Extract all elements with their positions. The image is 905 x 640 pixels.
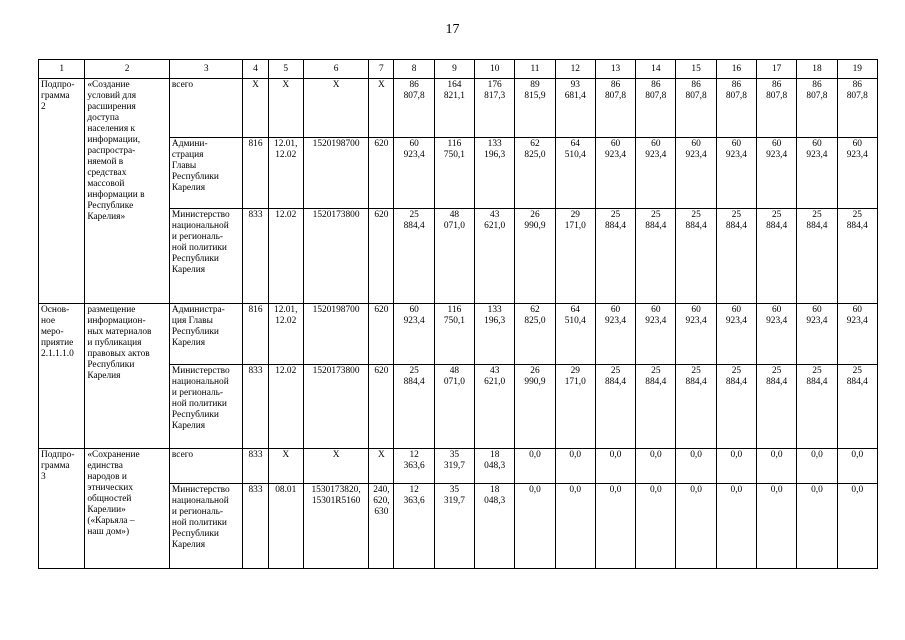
amount-cell: 25 884,4 xyxy=(837,209,877,304)
expense-type-cell: 240, 620, 630 xyxy=(369,484,394,569)
section-cell: 08.01 xyxy=(268,484,303,569)
amount-cell: 60 923,4 xyxy=(797,304,837,365)
column-number-header: 4 xyxy=(243,60,268,79)
column-number-header: 13 xyxy=(595,60,635,79)
program-name-cell: размещение информацион- ных материалов и публикация правовых актов Республики Карелия xyxy=(85,304,170,449)
amount-cell: 0,0 xyxy=(757,449,797,484)
target-article-cell: 1530173820, 15301R5160 xyxy=(303,484,368,569)
section-cell: 12.01, 12.02 xyxy=(268,138,303,209)
program-name-cell: «Сохранение единства народов и этнических общностей Карелии» («Карьяла – наш дом») xyxy=(85,449,170,569)
executor-cell: Администра- ция Главы Республики Карелия xyxy=(169,304,243,365)
program-code-cell: Подпро- грамма 3 xyxy=(39,449,85,569)
section-cell: 12.01, 12.02 xyxy=(268,304,303,365)
grbs-cell: X xyxy=(243,79,268,138)
amount-cell: 26 990,9 xyxy=(515,365,555,449)
amount-cell: 116 750,1 xyxy=(434,304,474,365)
program-code-cell: Подпро- грамма 2 xyxy=(39,79,85,304)
column-number-header: 5 xyxy=(268,60,303,79)
amount-cell: 0,0 xyxy=(716,449,756,484)
program-code-cell: Основ- ное меро- приятие 2.1.1.1.0 xyxy=(39,304,85,449)
target-article-cell: X xyxy=(303,449,368,484)
table-row xyxy=(39,449,878,484)
expense-type-cell: X xyxy=(369,79,394,138)
amount-cell: 25 884,4 xyxy=(636,209,676,304)
amount-cell: 86 807,8 xyxy=(837,79,877,138)
amount-cell: 64 510,4 xyxy=(555,138,595,209)
column-number-header: 1 xyxy=(39,60,85,79)
amount-cell: 48 071,0 xyxy=(434,365,474,449)
amount-cell: 25 884,4 xyxy=(757,365,797,449)
column-number-header: 19 xyxy=(837,60,877,79)
amount-cell: 86 807,8 xyxy=(716,79,756,138)
executor-cell: Министерство национальной и региональ- ной политики Республики Карелия xyxy=(169,209,243,304)
column-number-header: 6 xyxy=(303,60,368,79)
amount-cell: 0,0 xyxy=(676,449,716,484)
executor-cell: Министерство национальной и региональ- ной политики Республики Карелия xyxy=(169,484,243,569)
section-cell: 12.02 xyxy=(268,209,303,304)
amount-cell: 60 923,4 xyxy=(636,138,676,209)
amount-cell: 0,0 xyxy=(595,449,635,484)
table-row xyxy=(39,304,878,365)
amount-cell: 25 884,4 xyxy=(716,209,756,304)
executor-cell: всего xyxy=(169,79,243,138)
executor-cell: Министерство национальной и региональ- ной политики Республики Карелия xyxy=(169,365,243,449)
amount-cell: 25 884,4 xyxy=(716,365,756,449)
amount-cell: 0,0 xyxy=(555,449,595,484)
amount-cell: 35 319,7 xyxy=(434,484,474,569)
amount-cell: 60 923,4 xyxy=(394,138,434,209)
expense-type-cell: 620 xyxy=(369,209,394,304)
section-cell: 12.02 xyxy=(268,365,303,449)
amount-cell: 0,0 xyxy=(716,484,756,569)
column-number-header: 7 xyxy=(369,60,394,79)
amount-cell: 29 171,0 xyxy=(555,365,595,449)
target-article-cell: X xyxy=(303,79,368,138)
column-number-header: 3 xyxy=(169,60,243,79)
amount-cell: 60 923,4 xyxy=(636,304,676,365)
amount-cell: 0,0 xyxy=(515,484,555,569)
target-article-cell: 1520173800 xyxy=(303,365,368,449)
amount-cell: 0,0 xyxy=(555,484,595,569)
amount-cell: 60 923,4 xyxy=(716,304,756,365)
amount-cell: 48 071,0 xyxy=(434,209,474,304)
amount-cell: 18 048,3 xyxy=(475,449,515,484)
amount-cell: 35 319,7 xyxy=(434,449,474,484)
table-row xyxy=(39,79,878,138)
column-number-header: 2 xyxy=(85,60,170,79)
column-number-header: 16 xyxy=(716,60,756,79)
grbs-cell: 833 xyxy=(243,484,268,569)
column-number-header: 18 xyxy=(797,60,837,79)
expense-type-cell: 620 xyxy=(369,365,394,449)
amount-cell: 0,0 xyxy=(837,484,877,569)
amount-cell: 0,0 xyxy=(636,449,676,484)
amount-cell: 60 923,4 xyxy=(757,138,797,209)
amount-cell: 86 807,8 xyxy=(595,79,635,138)
amount-cell: 133 196,3 xyxy=(475,304,515,365)
amount-cell: 60 923,4 xyxy=(716,138,756,209)
amount-cell: 86 807,8 xyxy=(676,79,716,138)
expense-type-cell: 620 xyxy=(369,304,394,365)
amount-cell: 89 815,9 xyxy=(515,79,555,138)
amount-cell: 25 884,4 xyxy=(837,365,877,449)
header-row xyxy=(39,60,878,79)
amount-cell: 12 363,6 xyxy=(394,484,434,569)
column-number-header: 12 xyxy=(555,60,595,79)
grbs-cell: 816 xyxy=(243,304,268,365)
amount-cell: 62 825,0 xyxy=(515,138,555,209)
column-number-header: 15 xyxy=(676,60,716,79)
amount-cell: 25 884,4 xyxy=(676,209,716,304)
amount-cell: 0,0 xyxy=(797,449,837,484)
amount-cell: 0,0 xyxy=(595,484,635,569)
column-number-header: 8 xyxy=(394,60,434,79)
amount-cell: 43 621,0 xyxy=(475,209,515,304)
amount-cell: 116 750,1 xyxy=(434,138,474,209)
amount-cell: 93 681,4 xyxy=(555,79,595,138)
target-article-cell: 1520198700 xyxy=(303,138,368,209)
column-number-header: 9 xyxy=(434,60,474,79)
column-number-header: 14 xyxy=(636,60,676,79)
amount-cell: 60 923,4 xyxy=(595,138,635,209)
amount-cell: 86 807,8 xyxy=(636,79,676,138)
amount-cell: 29 171,0 xyxy=(555,209,595,304)
amount-cell: 25 884,4 xyxy=(595,209,635,304)
amount-cell: 60 923,4 xyxy=(757,304,797,365)
amount-cell: 86 807,8 xyxy=(394,79,434,138)
section-cell: X xyxy=(268,79,303,138)
amount-cell: 25 884,4 xyxy=(636,365,676,449)
amount-cell: 60 923,4 xyxy=(595,304,635,365)
amount-cell: 25 884,4 xyxy=(394,365,434,449)
column-number-header: 11 xyxy=(515,60,555,79)
amount-cell: 60 923,4 xyxy=(676,304,716,365)
amount-cell: 0,0 xyxy=(797,484,837,569)
grbs-cell: 816 xyxy=(243,138,268,209)
amount-cell: 0,0 xyxy=(636,484,676,569)
amount-cell: 18 048,3 xyxy=(475,484,515,569)
amount-cell: 60 923,4 xyxy=(676,138,716,209)
amount-cell: 60 923,4 xyxy=(394,304,434,365)
expense-type-cell: 620 xyxy=(369,138,394,209)
amount-cell: 25 884,4 xyxy=(595,365,635,449)
amount-cell: 0,0 xyxy=(837,449,877,484)
section-cell: X xyxy=(268,449,303,484)
executor-cell: Админи- страция Главы Республики Карелия xyxy=(169,138,243,209)
amount-cell: 60 923,4 xyxy=(837,138,877,209)
amount-cell: 26 990,9 xyxy=(515,209,555,304)
grbs-cell: 833 xyxy=(243,209,268,304)
expense-type-cell: X xyxy=(369,449,394,484)
column-number-header: 17 xyxy=(757,60,797,79)
amount-cell: 25 884,4 xyxy=(676,365,716,449)
amount-cell: 60 923,4 xyxy=(837,304,877,365)
amount-cell: 164 821,1 xyxy=(434,79,474,138)
budget-table xyxy=(38,59,878,569)
amount-cell: 64 510,4 xyxy=(555,304,595,365)
amount-cell: 12 363,6 xyxy=(394,449,434,484)
grbs-cell: 833 xyxy=(243,365,268,449)
column-number-header: 10 xyxy=(475,60,515,79)
program-name-cell: «Создание условий для расширения доступа населения к информации, распростра- няемой в средствах массовой информации в Республике Карелия» xyxy=(85,79,170,304)
amount-cell: 86 807,8 xyxy=(757,79,797,138)
amount-cell: 62 825,0 xyxy=(515,304,555,365)
amount-cell: 0,0 xyxy=(515,449,555,484)
page-number: 17 xyxy=(445,22,460,37)
target-article-cell: 1520198700 xyxy=(303,304,368,365)
amount-cell: 25 884,4 xyxy=(757,209,797,304)
amount-cell: 60 923,4 xyxy=(797,138,837,209)
amount-cell: 86 807,8 xyxy=(797,79,837,138)
executor-cell: всего xyxy=(169,449,243,484)
amount-cell: 25 884,4 xyxy=(797,365,837,449)
amount-cell: 176 817,3 xyxy=(475,79,515,138)
amount-cell: 43 621,0 xyxy=(475,365,515,449)
amount-cell: 25 884,4 xyxy=(394,209,434,304)
target-article-cell: 1520173800 xyxy=(303,209,368,304)
amount-cell: 0,0 xyxy=(757,484,797,569)
grbs-cell: 833 xyxy=(243,449,268,484)
amount-cell: 0,0 xyxy=(676,484,716,569)
amount-cell: 133 196,3 xyxy=(475,138,515,209)
amount-cell: 25 884,4 xyxy=(797,209,837,304)
